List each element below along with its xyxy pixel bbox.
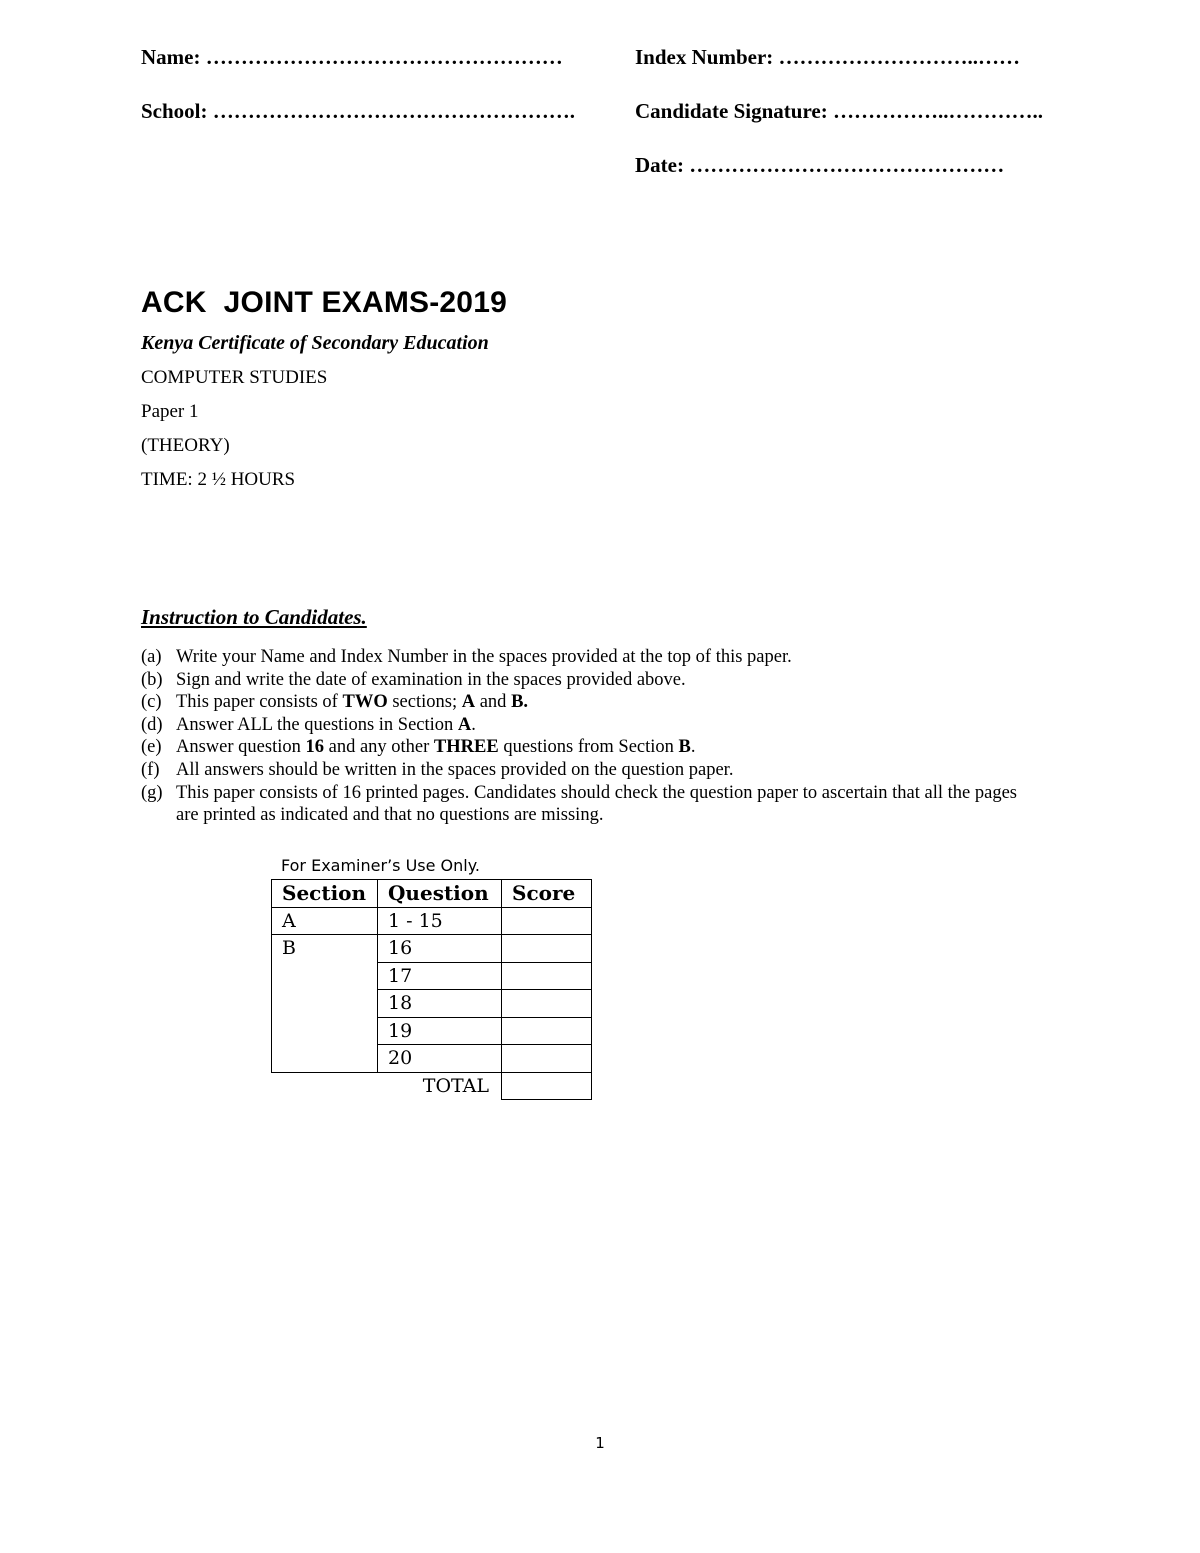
date-field[interactable] [635,153,1004,178]
question-cell: 19 [378,1017,502,1045]
index-number-field[interactable] [635,45,1020,70]
question-cell: 17 [378,962,502,990]
text-run: sections; [387,692,462,713]
header-score: Score [502,880,592,908]
name-dots: …………………………………………… [205,45,563,69]
total-label: TOTAL [272,1072,502,1100]
question-cell: 1 - 15 [378,907,502,935]
table-row [272,907,592,935]
exam-time: TIME: 2 ½ HOURS [141,469,296,490]
instruction-text: This paper consists of 16 printed pages. Candidates should check the question paper to ascertain that all the pages are printed as indicated and that no questions are missing. [176,782,1018,826]
instruction-letter: (a) [141,647,162,667]
bold-run: 16 [305,737,324,758]
instruction-letter: (f) [141,759,160,780]
instruction-item-e [141,736,1041,759]
instruction-item-a [141,646,1041,669]
score-cell[interactable] [502,1017,592,1045]
question-cell: 20 [378,1045,502,1073]
text-run: . [471,714,476,735]
bold-run: B. [511,692,529,713]
instruction-item-c [141,691,1041,714]
examiner-score-table [271,879,592,1100]
instruction-letter: (c) [141,692,162,713]
name-field[interactable] [141,45,563,70]
paper-type: (THEORY) [141,435,230,456]
date-dots: ……………………………………… [689,153,1005,177]
instruction-item-g [141,782,1041,827]
question-cell: 16 [378,935,502,963]
instruction-letter: (b) [141,669,163,690]
question-cell: 18 [378,990,502,1018]
section-b-cell: B [272,935,378,1073]
instruction-text: All answers should be written in the spaces provided on the question paper. [176,759,734,780]
instruction-item-f [141,759,1041,782]
instruction-text: Sign and write the date of examination in the spaces provided above. [176,669,686,690]
instruction-item-b [141,669,1041,692]
instruction-item-d [141,714,1041,737]
bold-run: B [678,737,691,758]
instructions-list [141,646,1041,827]
bold-run: A [457,714,472,735]
instruction-letter: (d) [141,714,163,735]
instruction-text: Write your Name and Index Number in the spaces provided at the top of this paper. [176,647,792,667]
school-label: School: [141,99,208,123]
bold-run: THREE [433,737,499,758]
text-run: Answer ALL the questions in Section [176,714,458,735]
score-cell[interactable] [502,935,592,963]
page-number: 1 [595,1434,605,1452]
candidate-signature-dots: ……………..………….. [832,99,1043,123]
text-run: questions from Section [498,737,679,758]
school-field[interactable] [141,99,575,124]
total-score-cell[interactable] [502,1072,592,1100]
exam-title: ACK JOINT EXAMS-2019 [141,286,507,319]
text-run: and any other [323,737,434,758]
score-cell[interactable] [502,1045,592,1073]
name-label: Name: [141,45,201,69]
text-run: and [475,692,512,713]
candidate-signature-label: Candidate Signature: [635,99,828,123]
section-a-cell: A [272,907,378,935]
candidate-signature-field[interactable] [635,99,1043,124]
text-run: Answer question [176,737,306,758]
index-number-label: Index Number: [635,45,774,69]
score-cell[interactable] [502,907,592,935]
instruction-letter: (g) [141,782,163,803]
date-label: Date: [635,153,684,177]
header-question: Question [378,880,502,908]
text-run: . [690,737,696,758]
instruction-text [176,736,1041,759]
instructions-heading: Instruction to Candidates. [141,605,367,629]
table-row [272,935,592,963]
instruction-text [176,691,1041,714]
header-section: Section [272,880,378,908]
total-row [272,1072,592,1100]
table-header-row [272,880,592,908]
score-cell[interactable] [502,990,592,1018]
index-number-dots: ………………………..…… [778,45,1021,69]
subject: COMPUTER STUDIES [141,367,328,388]
examiner-table-caption: For Examiner’s Use Only. [281,856,480,875]
instruction-text [176,714,1041,737]
bold-run: A [461,692,476,713]
instruction-letter: (e) [141,737,162,758]
school-dots: ……………………………………………. [212,99,576,123]
score-cell[interactable] [502,962,592,990]
paper-number: Paper 1 [141,401,199,422]
bold-run: TWO [342,692,388,713]
text-run: This paper consists of [176,692,343,713]
certificate-title: Kenya Certificate of Secondary Education [141,332,489,354]
